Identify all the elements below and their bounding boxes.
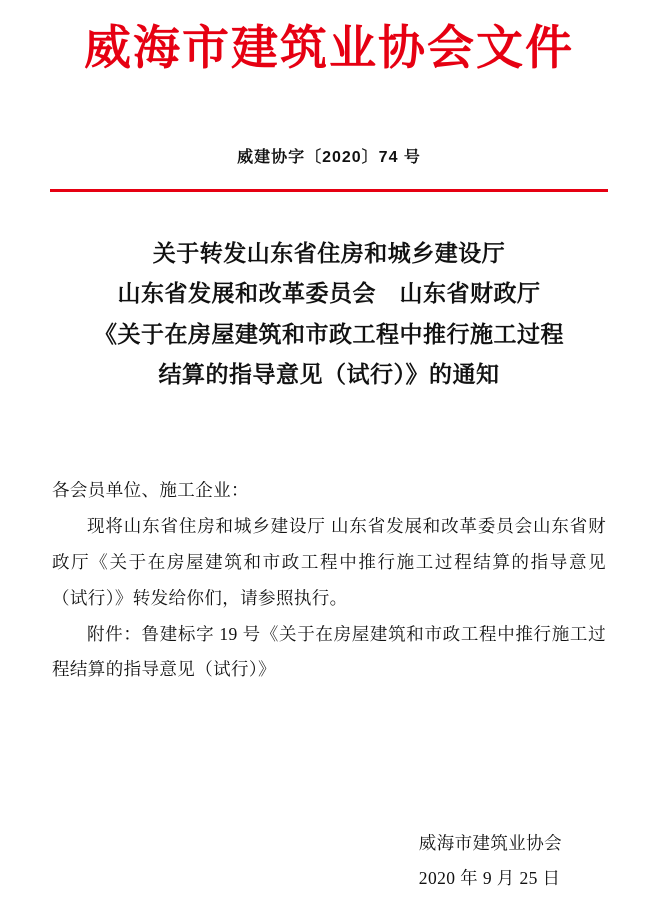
title-line-3: 《关于在房屋建筑和市政工程中推行施工过程 — [94, 321, 564, 347]
title-line-1: 关于转发山东省住房和城乡建设厅 — [152, 241, 506, 267]
body-paragraph-2-attachment: 附件：鲁建标字 19 号《关于在房屋建筑和市政工程中推行施工过程结算的指导意见（试行）》 — [52, 623, 606, 680]
signature-issuer: 威海市建筑业协会 — [418, 833, 562, 853]
document-body — [52, 473, 606, 688]
signature-date: 2020 年 9 月 25 日 — [418, 868, 561, 888]
red-divider-rule — [50, 189, 608, 192]
body-paragraph-1: 现将山东省住房和城乡建设厅 山东省发展和改革委员会山东省财政厅《关于在房屋建筑和市政工程中推行施工过程结算的指导意见（试行）》转发给你们，请参照执行。 — [52, 515, 606, 608]
document-page — [0, 22, 658, 922]
title-line-4: 结算的指导意见（试行）》的通知 — [158, 361, 500, 387]
document-title — [52, 234, 606, 395]
document-masthead-title: 威海市建筑业协会文件 — [84, 21, 574, 76]
document-number: 威建协字〔2020〕74 号 — [237, 149, 421, 167]
title-line-2: 山东省发展和改革委员会 山东省财政厅 — [117, 281, 541, 307]
salutation: 各会员单位、施工企业： — [52, 480, 249, 501]
document-signature — [419, 826, 562, 896]
